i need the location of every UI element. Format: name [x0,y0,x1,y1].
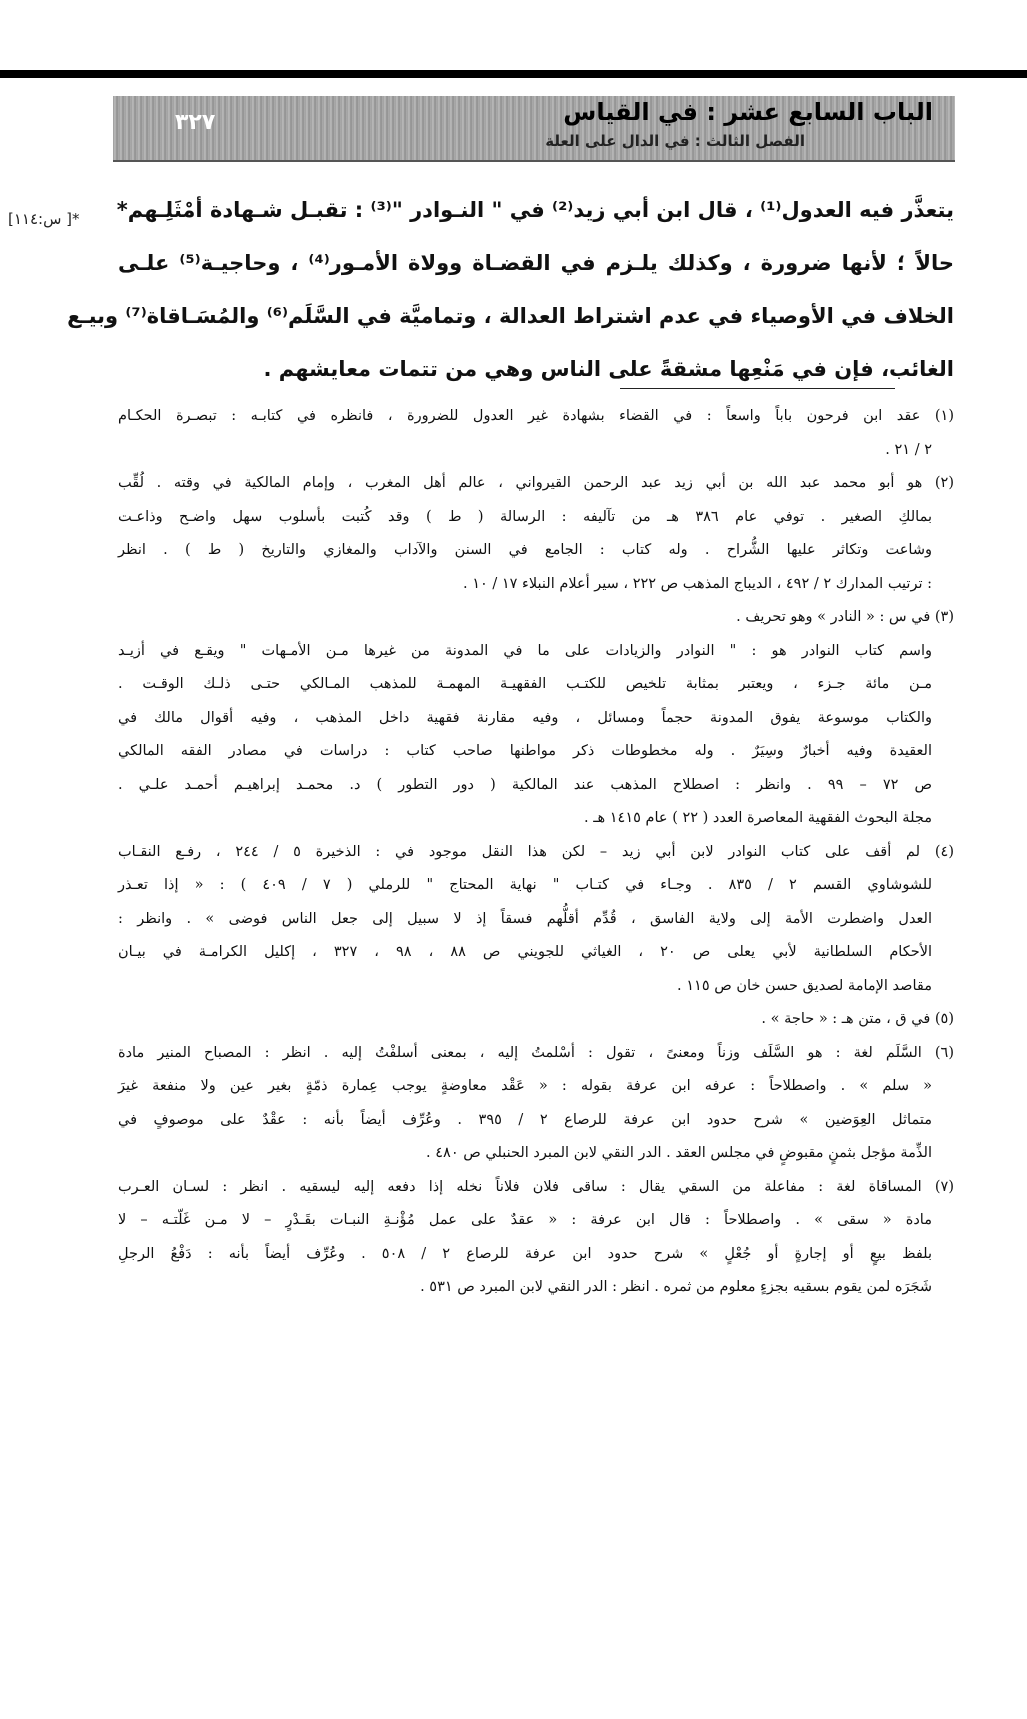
footnote-line: (٤) لم أقف على كتاب النوادر لابن أبي زيد – لكن هذا النقل موجود في : الذخيرة ٥ / ٢٤٤ ، رفـع النقـاب [118,843,954,860]
footnote-line: الأحكام السلطانية لأبي يعلى ص ٢٠ ، الغياثي للجويني ص ٨٨ ، ٩٨ ، ٣٢٧ ، إكليل الكرامـة في بيـان [118,944,932,960]
footnote-line: للشوشاوي القسم ٢ / ٨٣٥ . وجـاء في كتـاب " نهاية المحتاج " للرملي ( ٧ / ٤٠٩ ) : « إذا تعـذر [118,877,932,893]
footnote-line: (٧) المساقاة لغة : مفاعلة من السقي يقال : ساقى فلان فلاناً نخله إذا دفعه إليه ليسقيه . انظر : لسـان العـرب [118,1178,954,1195]
footnote-line: بلفظ بيعٍ أو إجارةٍ أو جُعْلٍ » شرح حدود ابن عرفة للرصاع ٢ / ٥٠٨ . وعُرِّف أيضاً بأنه : دَفْعُ الرجلِ [118,1245,933,1262]
footnote [118,836,954,1004]
footnotes [118,400,954,1305]
footnote-line: شَجَرَه لمن يقوم بسقيه بجزءٍ معلوم من ثمره . انظر : الدر النقي لابن المبرد ص ٥٣١ . [420,1279,932,1295]
main-text-line: الغائب، فإن في مَنْعِها مشقةً على الناس وهي من تتمات معايشهم . [263,357,954,381]
footnote [118,1171,954,1305]
footnote [118,400,954,467]
footnote [118,601,954,635]
running-header [113,96,955,162]
main-text [67,184,955,396]
footnote-line: مجلة البحوث الفقهية المعاصرة العدد ( ٢٢ ) عام ١٤١٥ هـ . [584,810,932,826]
footnote-line: مـن مائة جـزء ، ويعتبر بمثابة تلخيص للكتـب الفقهيـة المهمـة للمذهب المـالكي حتـى ذلـك الوقـت . [118,676,932,692]
footnote-line: واسم كتاب النوادر هو : " النوادر والزيادات على ما في المدونة من غيرها مـن الأمـهات " ويقـع في أزيـد [118,642,932,659]
footnote-line: الذِّمة مؤجل بثمنٍ مقبوضٍ في مجلس العقد . الدر النقي لابن المبرد الحنبلي ص ٤٨٠ . [426,1145,932,1161]
footnote [118,1037,954,1171]
footnote-line: والكتاب موسوعة يفوق المدونة حجماً ومسائل ، وفيه مقارنة فقهية داخل المذهب ، وفيه أقوال مالك في [118,709,932,726]
chapter-title: الباب السابع عشر : في القياس [563,98,933,126]
main-text-line: الخلاف في الأوصياء في عدم اشتراط العدالة ، وتماميَّة في السَّلَم⁽⁶⁾ والمُسَـاقاة⁽⁷⁾ وبيـع [67,304,954,328]
section-title: الفصل الثالث : في الدال على العلة [545,132,805,150]
footnote-line: ص ٧٢ – ٩٩ . وانظر : اصطلاح المذهب عند المالكية ( دور التطور ) د. محمـد إبراهيـم أحمـد علـي . [118,776,933,793]
footnote-line: (٢) هو أبو محمد عبد الله بن أبي زيد عبد الرحمن القيرواني ، عالم أهل المغرب ، وإمام المالكية في وقته . لُقِّب [118,475,954,491]
footnote-separator [620,388,895,389]
footnote-line: (٣) في س : « النادر » وهو تحريف . [736,609,954,625]
main-text-line: يتعذَّر فيه العدول⁽¹⁾ ، قال ابن أبي زيد⁽²⁾ في " النـوادر "⁽³⁾ : تقبـل شـهادة أمْثَلِـهم* [116,198,954,222]
footnote-line: (٦) السَّلَم لغة : هو السَّلَف وزناً ومعنىً ، تقول : أسْلمتُ إليه ، بمعنى أسلفْتُ إليه . انظر : المصباح المنير مادة [118,1044,954,1061]
footnote [118,467,954,601]
main-text-line: حالاً ؛ لأنها ضرورة ، وكذلك يلـزم في القضـاة وولاة الأمـور⁽⁴⁾ ، وحاجيـة⁽⁵⁾ علـى [118,251,955,275]
footnote-line: العقيدة وفيه أخبارٌ وسِيَرٌ . وله مخطوطات ذكر مواطنها صاحب كتاب : دراسات في مصادر الفقه المالكي [118,743,932,759]
footnote-line: متماثل العِوَضين » شرح حدود ابن عرفة للرصاع ٢ / ٣٩٥ . وعُرِّف أيضاً بأنه : عقْدٌ على موصوفٍ في [118,1111,932,1128]
footnote-line: (٥) في ق ، متن هـ : « حاجة » . [761,1011,954,1027]
footnote [118,1003,954,1037]
footnote-line: : ترتيب المدارك ٢ / ٤٩٢ ، الديباج المذهب ص ٢٢٢ ، سير أعلام النبلاء ١٧ / ١٠ . [462,575,932,592]
footnote-line: مقاصد الإمامة لصديق حسن خان ص ١١٥ . [677,977,932,994]
footnote-line: « سلم » . واصطلاحاً : عرفه ابن عرفة بقوله : « عَقْد معاوضةٍ يوجب عِمارة ذمّةٍ بغير عين ولا منفعة غيرَ [118,1078,932,1094]
top-rule [0,70,1027,78]
margin-manuscript-ref: *[ س:١١٤] [8,210,80,228]
footnote-line: العدل واضطرت الأمة إلى ولاية الفاسق ، قُدِّم أقلُّهم فسقاً إذ لا سبيل إلى جعل الناس فوضى » . وانظر : [118,910,932,927]
footnote-line: ٢ / ٢١ . [885,441,932,458]
footnote-line: وشاعت وتكاثر عليها الشُّراح . وله كتاب : الجامع في السنن والآداب والمغازي والتاريخ ( ط ) . انظر [118,542,932,558]
footnote-line: (١) عقد ابن فرحون باباً واسعاً : في القضاء بشهادة غير العدول للضرورة ، فانظره في كتابـه : تبصـرة الحكـام [118,408,954,424]
footnote [118,635,954,836]
footnote-line: مادة « سقى » . واصطلاحاً : قال ابن عرفة : « عقدٌ على عمل مُؤْنـةِ النبـات بقَـدْرٍ – لا مـن غَلّتـه – لا [118,1212,932,1228]
page-number: ٣٢٧ [175,110,216,135]
footnote-line: بمالكِ الصغير . توفي عام ٣٨٦ هـ من تآليفه : الرسالة ( ط ) وقد كُتبت بأسلوب سهل واضـح وذاعـت [118,508,932,525]
